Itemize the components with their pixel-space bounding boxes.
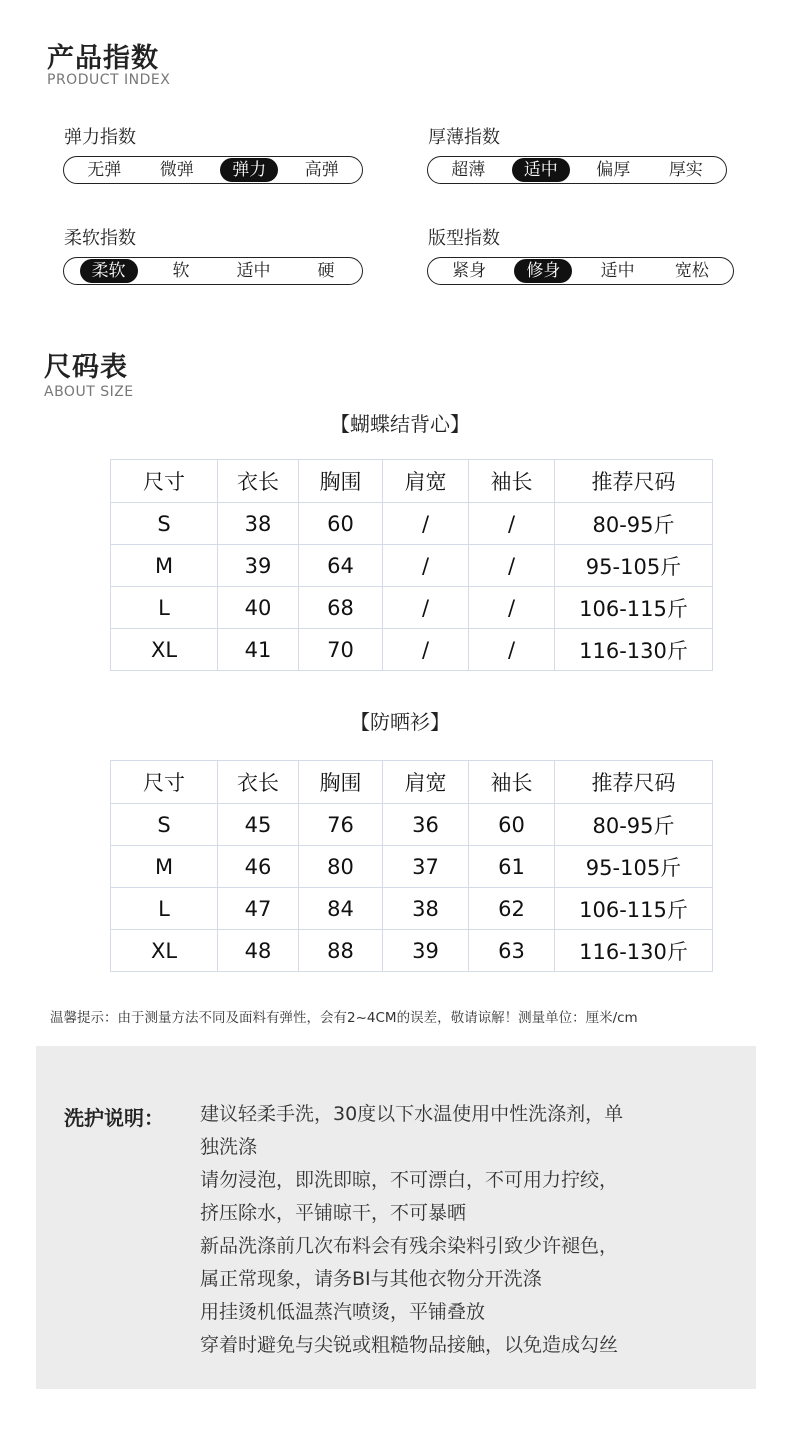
elasticity-option-selected: 弹力 (220, 158, 278, 182)
table-cell: 37 (383, 846, 469, 888)
care-line: 新品洗涤前几次布料会有残余染料引致少许褪色， (200, 1235, 619, 1257)
thickness-label: 厚薄指数 (428, 127, 500, 148)
header-cell: 推荐尺码 (555, 460, 713, 503)
table-cell: 48 (218, 930, 299, 972)
table-cell: 95-105斤 (555, 846, 713, 888)
header-cell: 肩宽 (383, 460, 469, 503)
table-header-row (111, 761, 713, 804)
table-cell: 47 (218, 888, 299, 930)
size-chart-title: 尺码表 (44, 352, 128, 383)
header-cell: 袖长 (469, 761, 555, 804)
table-cell: 60 (299, 503, 383, 545)
table-cell: / (383, 503, 469, 545)
elasticity-option: 微弹 (159, 160, 194, 180)
softness-option: 硬 (317, 261, 335, 281)
softness-option: 适中 (236, 261, 271, 281)
care-line: 建议轻柔手洗，30度以下水温使用中性洗涤剂，单 (200, 1103, 624, 1125)
table-cell: XL (111, 629, 218, 671)
care-title: 洗护说明： (64, 1106, 164, 1130)
softness-label: 柔软指数 (64, 228, 136, 249)
table-cell: 39 (218, 545, 299, 587)
table-cell: 62 (469, 888, 555, 930)
care-line: 属正常现象，请务BI与其他衣物分开洗涤 (200, 1268, 542, 1290)
elasticity-option: 无弹 (87, 160, 122, 180)
table-cell: / (383, 545, 469, 587)
table-header-row (111, 460, 713, 503)
table-cell: / (383, 629, 469, 671)
care-line: 穿着时避免与尖锐或粗糙物品接触，以免造成勾丝 (200, 1334, 619, 1356)
thickness-scale (427, 156, 727, 184)
elasticity-scale (63, 156, 363, 184)
table-cell: 84 (299, 888, 383, 930)
softness-option-selected: 柔软 (80, 259, 138, 283)
sunshirt-table-caption: 【防晒衫】 (350, 710, 450, 734)
table-cell: / (469, 629, 555, 671)
fit-option-selected: 修身 (514, 259, 572, 283)
table-cell: 95-105斤 (555, 545, 713, 587)
table-row (111, 846, 713, 888)
table-cell: 116-130斤 (555, 930, 713, 972)
thickness-option: 超薄 (451, 160, 486, 180)
table-cell: / (469, 545, 555, 587)
table-cell: 40 (218, 587, 299, 629)
table-cell: 88 (299, 930, 383, 972)
header-cell: 尺寸 (111, 460, 218, 503)
table-cell: 106-115斤 (555, 888, 713, 930)
header-cell: 尺寸 (111, 761, 218, 804)
table-cell: M (111, 545, 218, 587)
header-cell: 胸围 (299, 460, 383, 503)
table-row (111, 804, 713, 846)
table-cell: S (111, 804, 218, 846)
table-cell: XL (111, 930, 218, 972)
elasticity-label: 弹力指数 (64, 127, 136, 148)
fit-option: 紧身 (452, 261, 487, 281)
table-cell: 116-130斤 (555, 629, 713, 671)
header-cell: 推荐尺码 (555, 761, 713, 804)
product-index-title: 产品指数 (47, 43, 159, 74)
thickness-option: 偏厚 (596, 160, 631, 180)
table-cell: 60 (469, 804, 555, 846)
table-row (111, 888, 713, 930)
thickness-option-selected: 适中 (512, 158, 570, 182)
table-cell: 39 (383, 930, 469, 972)
fit-option: 适中 (600, 261, 635, 281)
table-cell: 41 (218, 629, 299, 671)
table-cell: 80-95斤 (555, 503, 713, 545)
vest-table-caption: 【蝴蝶结背心】 (330, 412, 470, 436)
table-cell: 36 (383, 804, 469, 846)
fit-label: 版型指数 (428, 228, 500, 249)
care-line: 独洗涤 (200, 1136, 258, 1158)
table-row (111, 503, 713, 545)
care-line: 用挂烫机低温蒸汽喷烫，平铺叠放 (200, 1301, 486, 1323)
table-cell: 38 (218, 503, 299, 545)
care-instructions (200, 1098, 700, 1362)
table-cell: 68 (299, 587, 383, 629)
softness-option: 软 (172, 261, 190, 281)
table-cell: 64 (299, 545, 383, 587)
table-cell: 106-115斤 (555, 587, 713, 629)
table-cell: / (469, 587, 555, 629)
table-cell: 38 (383, 888, 469, 930)
sunshirt-size-table (110, 760, 713, 972)
table-cell: / (469, 503, 555, 545)
table-cell: 80 (299, 846, 383, 888)
softness-scale (63, 257, 363, 285)
table-cell: / (383, 587, 469, 629)
table-cell: 70 (299, 629, 383, 671)
table-row (111, 587, 713, 629)
table-cell: L (111, 888, 218, 930)
table-row (111, 629, 713, 671)
table-cell: 76 (299, 804, 383, 846)
size-chart-subtitle: ABOUT SIZE (44, 384, 134, 400)
table-cell: S (111, 503, 218, 545)
vest-size-table (110, 459, 713, 671)
elasticity-option: 高弹 (304, 160, 339, 180)
table-cell: M (111, 846, 218, 888)
care-line: 请勿浸泡，即洗即晾，不可漂白，不可用力拧绞， (200, 1169, 619, 1191)
table-cell: L (111, 587, 218, 629)
header-cell: 衣长 (218, 761, 299, 804)
thickness-option: 厚实 (668, 160, 703, 180)
table-cell: 61 (469, 846, 555, 888)
product-index-subtitle: PRODUCT INDEX (47, 72, 171, 88)
header-cell: 肩宽 (383, 761, 469, 804)
table-cell: 63 (469, 930, 555, 972)
table-cell: 46 (218, 846, 299, 888)
table-cell: 80-95斤 (555, 804, 713, 846)
fit-scale (427, 257, 734, 285)
fit-option: 宽松 (674, 261, 709, 281)
header-cell: 衣长 (218, 460, 299, 503)
header-cell: 胸围 (299, 761, 383, 804)
table-row (111, 930, 713, 972)
table-row (111, 545, 713, 587)
table-cell: 45 (218, 804, 299, 846)
header-cell: 袖长 (469, 460, 555, 503)
care-line: 挤压除水，平铺晾干，不可暴晒 (200, 1202, 467, 1224)
measurement-note: 温馨提示：由于测量方法不同及面料有弹性，会有2~4CM的误差，敬请谅解！测量单位：厘米/cm (50, 1010, 638, 1026)
